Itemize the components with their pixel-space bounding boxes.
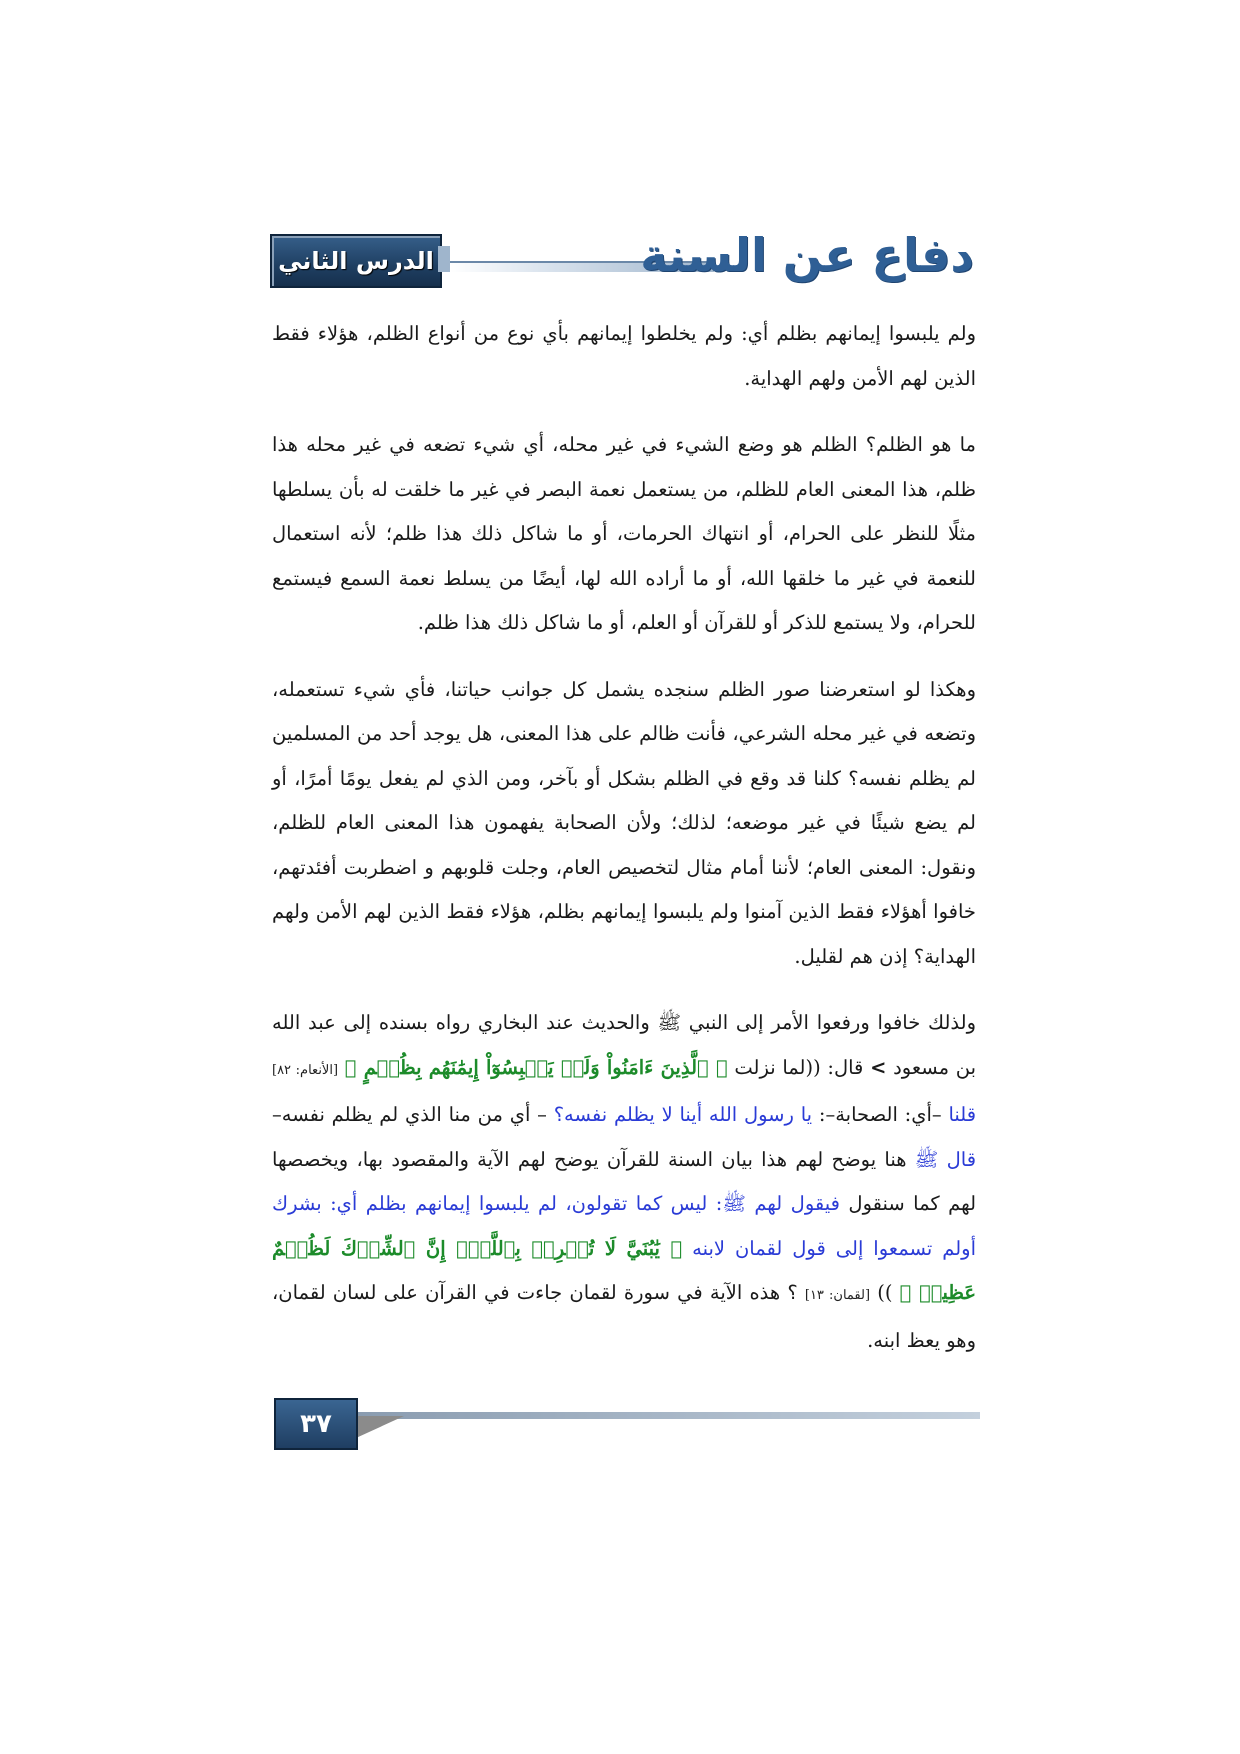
hadith-aside-explanation: – أي من منا الذي لم يظلم نفسه–	[272, 1103, 547, 1126]
footer-wedge-shape	[356, 1416, 404, 1438]
hadith-prophet-said: قال ﷺ	[914, 1147, 977, 1171]
badge-connector	[438, 246, 450, 272]
paragraph-4	[272, 1001, 976, 1363]
page-number-badge	[274, 1398, 358, 1450]
verse-reference-anam: [الأنعام: ٨٢]	[272, 1062, 339, 1078]
page-number: ٣٧	[300, 1409, 332, 1439]
hadith-intro: ولذلك خافوا ورفعوا الأمر إلى النبي ﷺ والحديث عند البخاري رواه بسنده إلى عبد الله بن مسعود	[272, 1011, 977, 1079]
hadith-answer: فيقول لهم ﷺ: ليس كما تقولون، لم يلبسوا إيمانهم بظلم أي: بشرك أولم تسمعوا إلى قول لقمان لابنه	[272, 1192, 976, 1260]
commentary-text: هنا يوضح لهم هذا بيان السنة للقرآن يوضح لهم الآية والمقصود بها، ويخصصها لهم كما سنقول	[272, 1147, 977, 1215]
footer-divider	[356, 1412, 980, 1419]
page-body	[272, 312, 976, 1363]
book-title: دفاع عن السنة	[640, 228, 974, 282]
hadith-text-we-said: قلنا	[948, 1103, 977, 1126]
narrator-mark: >	[870, 1055, 887, 1079]
hadith-close: ))	[877, 1281, 893, 1304]
quran-verse-anam: ﴿ ٱلَّذِينَ ءَامَنُواْ وَلَمۡ يَلۡبِسُوٓاْ إِيمَٰنَهُم بِظُلۡمٍ ﴾	[344, 1055, 728, 1079]
quran-verse-luqman: ﴿ يَٰبُنَيَّ لَا تُشۡرِكۡ بِٱللَّهِۖ إِنَّ ٱلشِّرۡكَ لَظُلۡمٌ عَظِيمٞ ﴾	[272, 1236, 976, 1304]
hadith-aside-companions: –أي: الصحابة–:	[818, 1103, 942, 1126]
paragraph-1: ولم يلبسوا إيمانهم بظلم أي: ولم يخلطوا إيمانهم بأي نوع من أنواع الظلم، هؤلاء فقط الذين لهم الأمن ولهم الهداية.	[272, 322, 976, 390]
page-footer	[274, 1398, 980, 1450]
lesson-badge	[270, 234, 442, 288]
hadith-said: قال: ((لما نزلت	[734, 1055, 864, 1079]
paragraph-2: ما هو الظلم؟ الظلم هو وضع الشيء في غير محله، أي شيء تضعه في غير محله هذا ظلم، هذا المعنى العام للظلم، من يستعمل نعمة البصر في غير ما خلقت له بأن يسلطها مثلًا للنظر على الحرام، أو انتهاك الحرمات، أو ما شاكل ذلك هذا ظلم؛ لأنه استعمال للنعمة في غير ما خلقها الله، أو ما أراده الله لها، أيضًا من يسلط نعمة السمع فيستمع للحرام، ولا يستمع للذكر أو للقرآن أو العلم، أو ما شاكل ذلك هذا ظلم.	[272, 433, 976, 634]
closing-text: ؟ هذه الآية في سورة لقمان جاءت في القرآن على لسان لقمان، وهو يعظ ابنه.	[272, 1281, 976, 1352]
paragraph-3: وهكذا لو استعرضنا صور الظلم سنجده يشمل كل جوانب حياتنا، فأي شيء تستعمله، وتضعه في غير محله الشرعي، فأنت ظالم على هذا المعنى، هل يوجد أحد من المسلمين لم يظلم نفسه؟ كلنا قد وقع في الظلم بشكل أو بآخر، ومن الذي لم يفعل يومًا أمرًا، أو لم يضع شيئًا في غير موضعه؛ لذلك؛ ولأن الصحابة يفهمون هذا المعنى العام للظلم، ونقول: المعنى العام؛ لأننا أمام مثال لتخصيص العام، وجلت قلوبهم و اضطربت أفئدتهم، خافوا أهؤلاء فقط الذين آمنوا ولم يلبسوا إيمانهم بظلم، هؤلاء فقط الذين لهم الأمن ولهم الهداية؟ إذن هم لقليل.	[272, 677, 976, 968]
hadith-question: يا رسول الله أينا لا يظلم نفسه؟	[553, 1103, 813, 1126]
page-header	[270, 228, 982, 298]
verse-reference-luqman: [لقمان: ١٣]	[804, 1288, 871, 1303]
lesson-badge-label: الدرس الثاني	[278, 247, 434, 275]
